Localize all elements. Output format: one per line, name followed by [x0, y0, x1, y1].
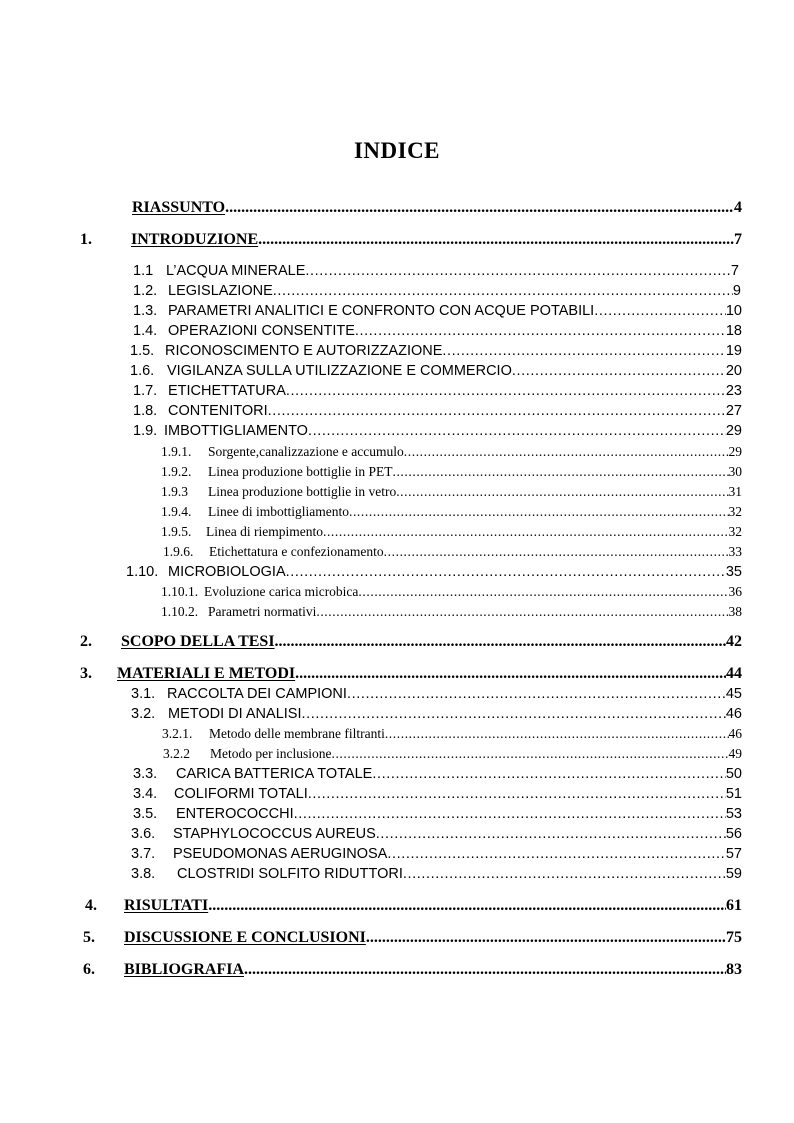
- toc-entry-carica-microbica[interactable]: [204, 584, 742, 600]
- toc-entry-riassunto[interactable]: [132, 199, 742, 217]
- toc-leader-dots: [244, 961, 726, 979]
- toc-leader-dots: [273, 283, 733, 299]
- toc-entry-label: BIBLIOGRAFIA: [124, 961, 245, 978]
- toc-entry-page: 36: [728, 584, 742, 599]
- toc-entry-introduzione[interactable]: [131, 231, 742, 249]
- toc-entry-risultati[interactable]: [124, 897, 742, 915]
- toc-entry-number: 1.5.: [130, 343, 155, 359]
- toc-leader-dots: [331, 746, 728, 762]
- toc-entry-page: 7: [734, 231, 742, 248]
- toc-entry-number: 1.9.: [133, 423, 158, 439]
- toc-entry-label: CONTENITORI: [168, 403, 268, 419]
- toc-leader-dots: [286, 564, 726, 580]
- page-title: INDICE: [353, 138, 441, 163]
- toc-entry-number: 3.: [80, 665, 92, 682]
- toc-entry-number: 1.9.4.: [161, 504, 192, 519]
- toc-entry-microbiologia[interactable]: [168, 564, 742, 580]
- toc-entry-bibliografia[interactable]: [124, 961, 742, 979]
- toc-entry-page: 42: [726, 633, 742, 650]
- toc-entry-clostridi[interactable]: [177, 866, 742, 882]
- toc-entry-number: 3.2.2: [163, 746, 190, 761]
- toc-entry-number: 6.: [83, 961, 95, 978]
- toc-entry-page: 61: [726, 897, 742, 914]
- toc-entry-page: 49: [728, 746, 742, 761]
- toc-entry-page: 29: [725, 423, 742, 439]
- toc-entry-label: Linea produzione bottiglie in vetro: [208, 484, 397, 499]
- toc-entry-number: 1.9.1.: [161, 444, 192, 459]
- toc-entry-discussione[interactable]: [124, 929, 742, 947]
- toc-entry-sorgente[interactable]: [208, 444, 742, 460]
- toc-entry-number: 1.7.: [133, 383, 158, 399]
- toc-entry-page: 44: [726, 665, 742, 682]
- toc-entry-page: 83: [726, 961, 742, 978]
- toc-entry-label: Linee di imbottigliamento: [208, 504, 349, 519]
- toc-entry-page: 33: [728, 544, 742, 559]
- toc-leader-dots: [355, 323, 726, 339]
- toc-entry-number: 3.6.: [131, 826, 156, 842]
- toc-leader-dots: [286, 383, 726, 399]
- toc-leader-dots: [225, 199, 734, 217]
- toc-entry-label: Evoluzione carica microbica: [204, 584, 359, 599]
- toc-entry-confezionamento[interactable]: [209, 544, 742, 560]
- toc-leader-dots: [512, 363, 726, 379]
- toc-entry-number: 1.10.2.: [161, 604, 199, 619]
- toc-leader-dots: [384, 544, 729, 560]
- toc-entry-label: Etichettatura e confezionamento: [209, 544, 384, 559]
- toc-entry-number: 1.9.3: [161, 484, 188, 499]
- toc-entry-page: 46: [725, 706, 742, 722]
- toc-entry-label: ENTEROCOCCHI: [176, 806, 294, 822]
- toc-entry-number: 1.9.5.: [161, 524, 192, 539]
- toc-entry-page: 38: [728, 604, 742, 619]
- toc-entry-label: MICROBIOLOGIA: [168, 564, 286, 580]
- toc-entry-page: 9: [732, 283, 741, 299]
- toc-entry-page: 7: [730, 263, 739, 279]
- toc-entry-linee-imbottigliamento[interactable]: [208, 504, 742, 520]
- toc-leader-dots: [308, 786, 726, 802]
- toc-entry-label: DISCUSSIONE E CONCLUSIONI: [124, 929, 366, 946]
- toc-entry-page: 20: [725, 363, 742, 379]
- toc-entry-page: 46: [728, 726, 742, 741]
- toc-entry-linea-pet[interactable]: [208, 464, 742, 480]
- toc-leader-dots: [302, 706, 726, 722]
- toc-entry-number: 4.: [85, 897, 97, 914]
- toc-entry-parametri-normativi[interactable]: [208, 604, 742, 620]
- toc-entry-number: 1.6.: [130, 363, 155, 379]
- toc-entry-number: 1.4.: [133, 323, 158, 339]
- toc-entry-page: 32: [728, 504, 742, 519]
- toc-entry-label: SCOPO DELLA TESI: [121, 633, 275, 650]
- toc-leader-dots: [442, 343, 725, 359]
- toc-leader-dots: [323, 524, 729, 540]
- toc-entry-page: 45: [725, 686, 742, 702]
- toc-entry-operazioni-consentite[interactable]: [168, 323, 742, 339]
- toc-entry-page: 30: [728, 464, 742, 479]
- toc-entry-label: INTRODUZIONE: [131, 231, 259, 248]
- toc-entry-membrane-filtranti[interactable]: [209, 726, 742, 742]
- toc-entry-page: 29: [728, 444, 742, 459]
- toc-entry-coliformi[interactable]: [174, 786, 742, 802]
- toc-entry-page: 19: [725, 343, 742, 359]
- toc-leader-dots: [392, 464, 728, 480]
- toc-leader-dots: [294, 806, 726, 822]
- toc-entry-riconoscimento[interactable]: [165, 343, 742, 359]
- toc-entry-label: PARAMETRI ANALITICI E CONFRONTO CON ACQUE POTABILI: [168, 303, 595, 319]
- toc-entry-label: RICONOSCIMENTO E AUTORIZZAZIONE: [165, 343, 443, 359]
- toc-leader-dots: [349, 504, 729, 520]
- toc-entry-number: 3.2.1.: [162, 726, 193, 741]
- toc-entry-number: 2.: [80, 633, 92, 650]
- toc-leader-dots: [347, 686, 726, 702]
- toc-entry-number: 3.8.: [131, 866, 156, 882]
- toc-leader-dots: [403, 866, 726, 882]
- toc-entry-label: STAPHYLOCOCCUS AUREUS: [173, 826, 376, 842]
- toc-leader-dots: [385, 726, 729, 742]
- toc-entry-number: 3.3.: [133, 766, 158, 782]
- toc-entry-number: 3.2.: [131, 706, 156, 722]
- toc-entry-label: PSEUDOMONAS AERUGINOSA: [173, 846, 388, 862]
- toc-entry-page: 32: [728, 524, 742, 539]
- toc-entry-enterococchi[interactable]: [176, 806, 742, 822]
- toc-entry-contenitori[interactable]: [168, 403, 742, 419]
- toc-entry-page: 51: [725, 786, 742, 802]
- toc-entry-label: COLIFORMI TOTALI: [174, 786, 308, 802]
- toc-entry-label: IMBOTTIGLIAMENTO: [164, 423, 308, 439]
- toc-entry-label: RISULTATI: [124, 897, 209, 914]
- toc-entry-staphylococcus[interactable]: [173, 826, 742, 842]
- toc-entry-page: 75: [726, 929, 742, 946]
- toc-leader-dots: [308, 423, 726, 439]
- toc-leader-dots: [258, 231, 734, 249]
- toc-entry-number: 1.: [80, 231, 92, 248]
- toc-entry-label: RIASSUNTO: [132, 199, 226, 216]
- toc-entry-page: 56: [725, 826, 742, 842]
- toc-entry-number: 3.1.: [131, 686, 156, 702]
- toc-entry-label: CLOSTRIDI SOLFITO RIDUTTORI: [177, 866, 403, 882]
- toc-leader-dots: [396, 484, 728, 500]
- toc-entry-vigilanza[interactable]: [167, 363, 742, 379]
- toc-entry-label: LEGISLAZIONE: [168, 283, 273, 299]
- toc-entry-page: 57: [725, 846, 742, 862]
- toc-entry-legislazione[interactable]: [168, 283, 741, 299]
- toc-entry-label: Metodo delle membrane filtranti: [209, 726, 385, 741]
- toc-entry-number: 1.9.6.: [163, 544, 194, 559]
- toc-leader-dots: [366, 929, 726, 947]
- toc-entry-page: 50: [725, 766, 742, 782]
- toc-entry-label: Sorgente,canalizzazione e accumulo: [208, 444, 404, 459]
- toc-leader-dots: [594, 303, 726, 319]
- toc-entry-label: ETICHETTATURA: [168, 383, 286, 399]
- toc-leader-dots: [305, 263, 731, 279]
- toc-entry-pseudomonas[interactable]: [173, 846, 742, 862]
- toc-entry-metodi-analisi[interactable]: [168, 706, 742, 722]
- toc-entry-label: Linea di riempimento: [206, 524, 323, 539]
- toc-leader-dots: [268, 403, 726, 419]
- toc-leader-dots: [295, 665, 726, 683]
- toc-entry-label: L’ACQUA MINERALE: [166, 263, 306, 279]
- toc-entry-scopo-tesi[interactable]: [121, 633, 742, 651]
- toc-entry-etichettatura[interactable]: [168, 383, 742, 399]
- toc-entry-label: Linea produzione bottiglie in PET: [208, 464, 393, 479]
- toc-entry-page: 59: [725, 866, 742, 882]
- toc-entry-number: 1.10.1.: [161, 584, 199, 599]
- toc-leader-dots: [316, 604, 728, 620]
- toc-entry-number: 1.1: [133, 263, 154, 279]
- toc-leader-dots: [208, 897, 726, 915]
- toc-entry-page: 23: [725, 383, 742, 399]
- toc-leader-dots: [358, 584, 728, 600]
- toc-entry-carica-batterica[interactable]: [176, 766, 742, 782]
- toc-entry-number: 1.2.: [133, 283, 158, 299]
- toc-entry-number: 3.5.: [133, 806, 158, 822]
- toc-entry-page: 35: [725, 564, 742, 580]
- toc-entry-label: VIGILANZA SULLA UTILIZZAZIONE E COMMERCIO: [167, 363, 512, 379]
- toc-leader-dots: [376, 826, 726, 842]
- toc-leader-dots: [404, 444, 729, 460]
- toc-entry-acqua-minerale[interactable]: [166, 263, 739, 279]
- toc-entry-label: OPERAZIONI CONSENTITE: [168, 323, 355, 339]
- toc-entry-number: 1.8.: [133, 403, 158, 419]
- toc-entry-label: METODI DI ANALISI: [168, 706, 302, 722]
- toc-entry-page: 10: [725, 303, 742, 319]
- toc-entry-parametri-analitici[interactable]: [168, 303, 742, 319]
- toc-entry-label: RACCOLTA DEI CAMPIONI: [167, 686, 347, 702]
- toc-entry-raccolta-campioni[interactable]: [167, 686, 742, 702]
- toc-entry-number: 3.7.: [131, 846, 156, 862]
- toc-entry-number: 5.: [83, 929, 95, 946]
- toc-entry-page: 18: [725, 323, 742, 339]
- toc-entry-number: 1.9.2.: [161, 464, 192, 479]
- toc-entry-page: 53: [725, 806, 742, 822]
- toc-entry-linea-vetro[interactable]: [208, 484, 742, 500]
- toc-entry-number: 3.4.: [133, 786, 158, 802]
- toc-entry-inclusione[interactable]: [210, 746, 742, 762]
- toc-entry-number: 1.10.: [126, 564, 159, 580]
- toc-entry-label: Parametri normativi: [208, 604, 317, 619]
- toc-entry-page: 4: [734, 199, 742, 216]
- toc-entry-riempimento[interactable]: [206, 524, 742, 540]
- toc-entry-label: Metodo per inclusione: [210, 746, 332, 761]
- toc-entry-label: MATERIALI E METODI: [117, 665, 296, 682]
- toc-entry-number: 1.3.: [133, 303, 158, 319]
- toc-leader-dots: [275, 633, 726, 651]
- toc-leader-dots: [372, 766, 726, 782]
- toc-leader-dots: [387, 846, 726, 862]
- toc-entry-materiali-metodi[interactable]: [117, 665, 742, 683]
- toc-entry-imbottigliamento[interactable]: [164, 423, 742, 439]
- toc-entry-label: CARICA BATTERICA TOTALE: [176, 766, 373, 782]
- toc-entry-page: 27: [725, 403, 742, 419]
- toc-entry-page: 31: [728, 484, 742, 499]
